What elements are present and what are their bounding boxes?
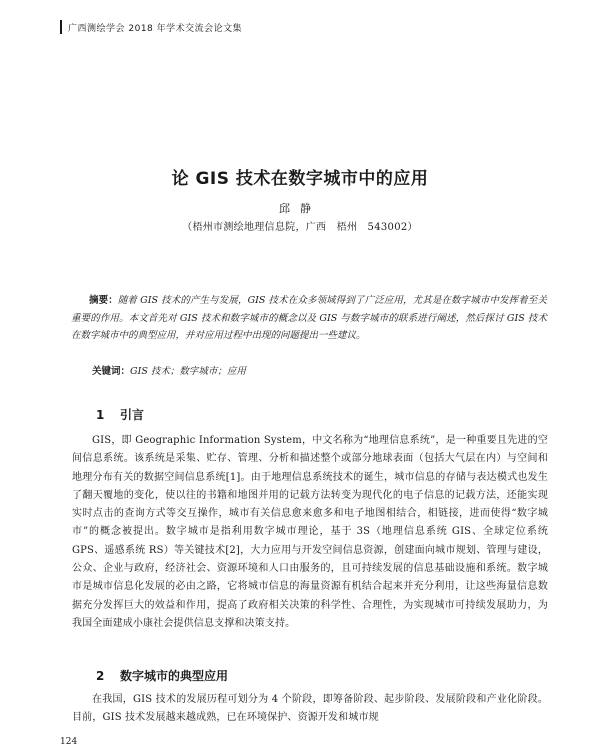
- author-affiliation: （梧州市测绘地理信息院，广西 梧州 543002）: [182, 222, 418, 233]
- section-2-heading: [96, 667, 228, 684]
- section-number: 1: [96, 408, 105, 422]
- keywords: [92, 363, 246, 377]
- section-2-paragraph: 在我国，GIS 技术的发展历程可划分为 4 个阶段，即筹备阶段、起步阶段、发展阶段和产业化阶段。目前，GIS 技术发展越来越成熟，已在环境保护、资源开发和城市规: [72, 694, 548, 724]
- section-1-heading: [96, 406, 144, 423]
- running-header: 广西测绘学会 2018 年学术交流会论文集: [68, 24, 243, 34]
- abstract-label: 摘要：: [89, 295, 118, 306]
- section-title: 引言: [120, 408, 145, 422]
- header-rule: [60, 20, 62, 34]
- paper-title: 论 GIS 技术在数字城市中的应用: [171, 169, 429, 189]
- page-number: 124: [60, 737, 78, 747]
- section-number: 2: [96, 669, 105, 683]
- keywords-label: 关键词：: [92, 366, 131, 377]
- abstract-text: 随着 GIS 技术的产生与发展，GIS 技术在众多领域得到了广泛应用，尤其是在数字城市中发挥着至关重要的作用。本文首先对 GIS 技术和数字城市的概念以及 GIS 与数字城市的联系进行阐述，然后探讨 GIS 技术在数字城市中的典型应用，并对应用过程中出现的问题提出一些建议。: [71, 295, 547, 341]
- author-name: 邱静: [279, 202, 321, 215]
- section-1-paragraph: GIS，即 Geographic Information System，中文名称为“地理信息系统”，是一种重要且先进的空间信息系统。该系统是采集、贮存、管理、分析和描述整个或部分地球表面（包括大气层在内）与空间和地理分布有关的数据空间信息系统[1]。由于地理信息系统技术的诞生，城市信息的存储与表达模式也发生了翻天覆地的变化，使以往的书籍和地图并用的记载方法转变为现代化的电子信息的记载方法，还能实现实时点击的查询方式等交互操作，城市有关信息愈来愈多和电子地图相结合，相链接，进而使得“数字城市”的概念被提出。数字城市是指利用数字城市理论，基于 3S（地理信息系统 GIS、全球定位系统 GPS、遥感系统 RS）等关键技术[2]，大力应用与开发空间信息资源，创建面向城市规划、管理与建设，公众、企业与政府，经济社会、资源环境和人口由服务的，且可持续发展的信息基础设施和系统。数字城市是城市信息化发展的必由之路，它将城市信息的海量资源有机结合起来并充分利用，让这些海量信息数据充分发挥巨大的效益和作用，提高了政府相关决策的科学性、合理性，为实现城市可持续发展助力，为我国全面建成小康社会提供信息支撑和决策支持。: [72, 435, 548, 629]
- abstract: [71, 292, 547, 345]
- keywords-text: GIS 技术；数字城市；应用: [130, 366, 246, 377]
- section-title: 数字城市的典型应用: [120, 669, 229, 683]
